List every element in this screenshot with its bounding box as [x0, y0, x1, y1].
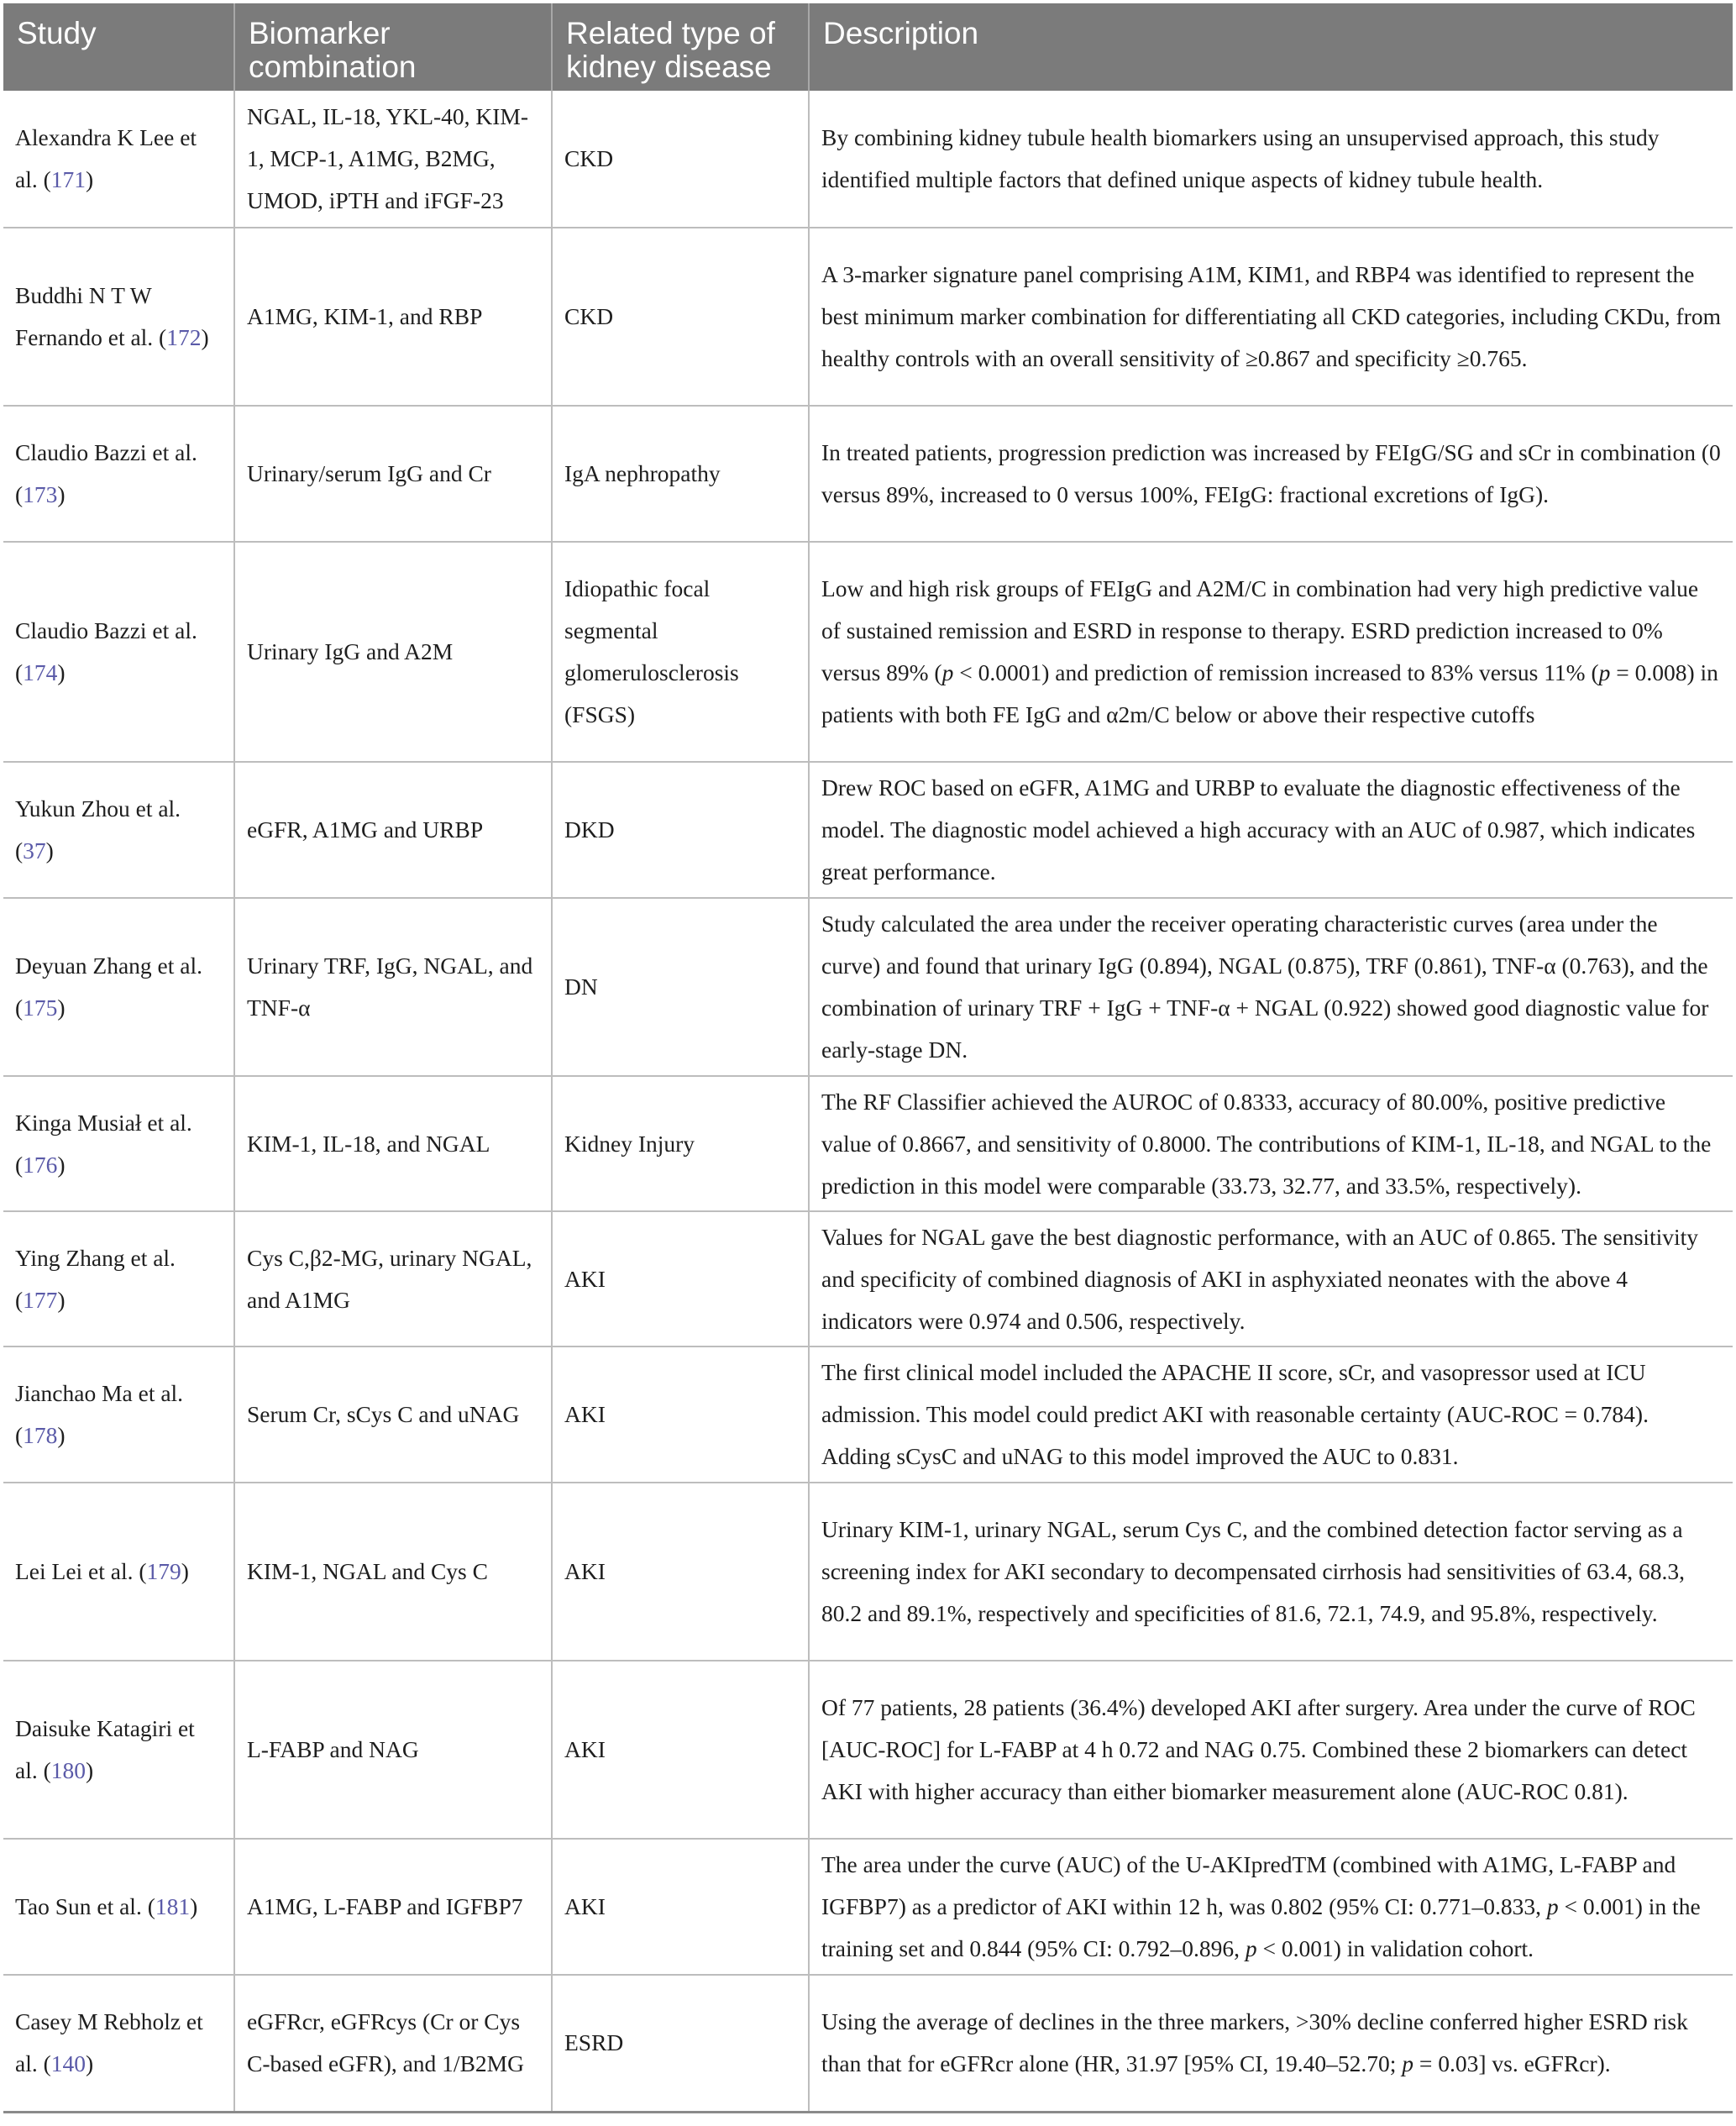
reference-link[interactable]: 180 — [50, 1757, 87, 1783]
description-cell: Using the average of declines in the three markers, >30% decline conferred higher ESRD risk than that for eGFRcr alone (HR, 31.97 [95% CI, 19.40–52.70; p = 0.03] vs. eGFRcr). — [809, 1975, 1733, 2112]
disease-cell: AKI — [552, 1346, 809, 1483]
study-cell: Kinga Musiał et al. (176) — [3, 1076, 234, 1211]
study-cell: Casey M Rebholz et al. (140) — [3, 1975, 234, 2112]
table-container — [3, 3, 1733, 2113]
biomarker-cell: A1MG, KIM-1, and RBP — [234, 228, 552, 406]
reference-link[interactable]: 181 — [155, 1893, 191, 1919]
disease-cell: AKI — [552, 1211, 809, 1346]
table-header-row — [3, 3, 1733, 91]
table-row — [3, 1839, 1733, 1975]
table-row — [3, 1975, 1733, 2112]
reference-link[interactable]: 174 — [23, 659, 58, 685]
disease-cell: DN — [552, 898, 809, 1076]
biomarker-cell: Serum Cr, sCys C and uNAG — [234, 1346, 552, 1483]
table-row — [3, 542, 1733, 762]
table-row — [3, 1483, 1733, 1661]
table-row — [3, 1076, 1733, 1211]
table-row — [3, 91, 1733, 228]
description-cell: By combining kidney tubule health biomarkers using an unsupervised approach, this study identified multiple factors that defined unique aspects of kidney tubule health. — [809, 91, 1733, 228]
table-row — [3, 406, 1733, 542]
table-row — [3, 898, 1733, 1076]
biomarker-cell: eGFR, A1MG and URBP — [234, 762, 552, 898]
study-cell: Tao Sun et al. (181) — [3, 1839, 234, 1975]
reference-link[interactable]: 172 — [166, 324, 202, 350]
description-cell: Of 77 patients, 28 patients (36.4%) developed AKI after surgery. Area under the curve of ROC [AUC-ROC] for L-FABP at 4 h 0.72 and NAG 0.75. Combined these 2 biomarkers can detect AKI with higher accuracy than either biomarker measurement alone (AUC-ROC 0.81). — [809, 1661, 1733, 1839]
disease-cell: Kidney Injury — [552, 1076, 809, 1211]
biomarker-cell: NGAL, IL-18, YKL-40, KIM-1, MCP-1, A1MG, B2MG, UMOD, iPTH and iFGF-23 — [234, 91, 552, 228]
description-cell: The RF Classifier achieved the AUROC of 0.8333, accuracy of 80.00%, positive predictive value of 0.8667, and sensitivity of 0.8000. The contributions of KIM-1, IL-18, and NGAL to the prediction in this model were comparable (33.73, 32.77, and 33.5%, respectively). — [809, 1076, 1733, 1211]
biomarker-combination-table — [3, 3, 1733, 2113]
table-row — [3, 228, 1733, 406]
description-cell: Urinary KIM-1, urinary NGAL, serum Cys C, and the combined detection factor serving as a screening index for AKI secondary to decompensated cirrhosis had sensitivities of 63.4, 68.3, 80.2 and 89.1%, respectively and specificities of 81.6, 72.1, 74.9, and 95.8%, respectively. — [809, 1483, 1733, 1661]
reference-link[interactable]: 175 — [23, 995, 58, 1021]
reference-link[interactable]: 177 — [23, 1286, 58, 1313]
study-cell: Lei Lei et al. (179) — [3, 1483, 234, 1661]
study-cell: Buddhi N T W Fernando et al. (172) — [3, 228, 234, 406]
description-cell: Values for NGAL gave the best diagnostic performance, with an AUC of 0.865. The sensitivity and specificity of combined diagnosis of AKI in asphyxiated neonates with the above 4 indicators were 0.974 and 0.506, respectively. — [809, 1211, 1733, 1346]
description-cell: Low and high risk groups of FEIgG and A2M/C in combination had very high predictive value of sustained remission and ESRD in response to therapy. ESRD prediction increased to 0% versus 89% (p < 0.0001) and prediction of remission increased to 83% versus 11% (p = 0.008) in patients with both FE IgG and α2m/C below or above their respective cutoffs — [809, 542, 1733, 762]
biomarker-cell: KIM-1, IL-18, and NGAL — [234, 1076, 552, 1211]
disease-cell: CKD — [552, 228, 809, 406]
description-cell: In treated patients, progression prediction was increased by FEIgG/SG and sCr in combination (0 versus 89%, increased to 0 versus 100%, FEIgG: fractional excretions of IgG). — [809, 406, 1733, 542]
description-cell: Drew ROC based on eGFR, A1MG and URBP to evaluate the diagnostic effectiveness of the model. The diagnostic model achieved a high accuracy with an AUC of 0.987, which indicates great performance. — [809, 762, 1733, 898]
study-cell: Alexandra K Lee et al. (171) — [3, 91, 234, 228]
disease-cell: DKD — [552, 762, 809, 898]
study-cell: Daisuke Katagiri et al. (180) — [3, 1661, 234, 1839]
header-biomarker-combination: Biomarker combination — [234, 3, 552, 91]
reference-link[interactable]: 173 — [23, 481, 58, 507]
study-cell: Yukun Zhou et al. (37) — [3, 762, 234, 898]
description-cell: A 3-marker signature panel comprising A1M, KIM1, and RBP4 was identified to represent the best minimum marker combination for differentiating all CKD categories, including CKDu, from healthy controls with an overall sensitivity of ≥0.867 and specificity ≥0.765. — [809, 228, 1733, 406]
study-cell: Deyuan Zhang et al. (175) — [3, 898, 234, 1076]
description-cell: The area under the curve (AUC) of the U-AKIpredTM (combined with A1MG, L-FABP and IGFBP7) as a predictor of AKI within 12 h, was 0.802 (95% CI: 0.771–0.833, p < 0.001) in the training set and 0.844 (95% CI: 0.792–0.896, p < 0.001) in validation cohort. — [809, 1839, 1733, 1975]
biomarker-cell: Urinary/serum IgG and Cr — [234, 406, 552, 542]
disease-cell: AKI — [552, 1661, 809, 1839]
study-cell: Claudio Bazzi et al. (174) — [3, 542, 234, 762]
table-row — [3, 762, 1733, 898]
reference-link[interactable]: 178 — [23, 1422, 58, 1448]
biomarker-cell: Urinary TRF, IgG, NGAL, and TNF-α — [234, 898, 552, 1076]
table-row — [3, 1211, 1733, 1346]
biomarker-cell: KIM-1, NGAL and Cys C — [234, 1483, 552, 1661]
table-row — [3, 1661, 1733, 1839]
study-cell: Claudio Bazzi et al. (173) — [3, 406, 234, 542]
disease-cell: ESRD — [552, 1975, 809, 2112]
disease-cell: CKD — [552, 91, 809, 228]
biomarker-cell: A1MG, L-FABP and IGFBP7 — [234, 1839, 552, 1975]
header-study: Study — [3, 3, 234, 91]
header-kidney-disease-type: Related type of kidney disease — [552, 3, 809, 91]
reference-link[interactable]: 176 — [23, 1151, 58, 1178]
biomarker-cell: eGFRcr, eGFRcys (Cr or Cys C-based eGFR), and 1/B2MG — [234, 1975, 552, 2112]
reference-link[interactable]: 171 — [50, 166, 87, 192]
disease-cell: AKI — [552, 1483, 809, 1661]
header-description: Description — [809, 3, 1733, 91]
study-cell: Jianchao Ma et al. (178) — [3, 1346, 234, 1483]
biomarker-cell: L-FABP and NAG — [234, 1661, 552, 1839]
biomarker-cell: Cys C,β2-MG, urinary NGAL, and A1MG — [234, 1211, 552, 1346]
reference-link[interactable]: 37 — [23, 837, 46, 864]
biomarker-cell: Urinary IgG and A2M — [234, 542, 552, 762]
reference-link[interactable]: 140 — [50, 2050, 87, 2077]
description-cell: Study calculated the area under the receiver operating characteristic curves (area under the curve) and found that urinary IgG (0.894), NGAL (0.875), TRF (0.861), TNF-α (0.763), and the combination of urinary TRF + IgG + TNF-α + NGAL (0.922) showed good diagnostic value for early-stage DN. — [809, 898, 1733, 1076]
study-cell: Ying Zhang et al. (177) — [3, 1211, 234, 1346]
table-row — [3, 1346, 1733, 1483]
disease-cell: IgA nephropathy — [552, 406, 809, 542]
disease-cell: AKI — [552, 1839, 809, 1975]
disease-cell: Idiopathic focal segmental glomerulosclerosis (FSGS) — [552, 542, 809, 762]
reference-link[interactable]: 179 — [146, 1558, 181, 1584]
description-cell: The first clinical model included the APACHE II score, sCr, and vasopressor used at ICU admission. This model could predict AKI with reasonable certainty (AUC-ROC = 0.784). Adding sCysC and uNAG to this model improved the AUC to 0.831. — [809, 1346, 1733, 1483]
